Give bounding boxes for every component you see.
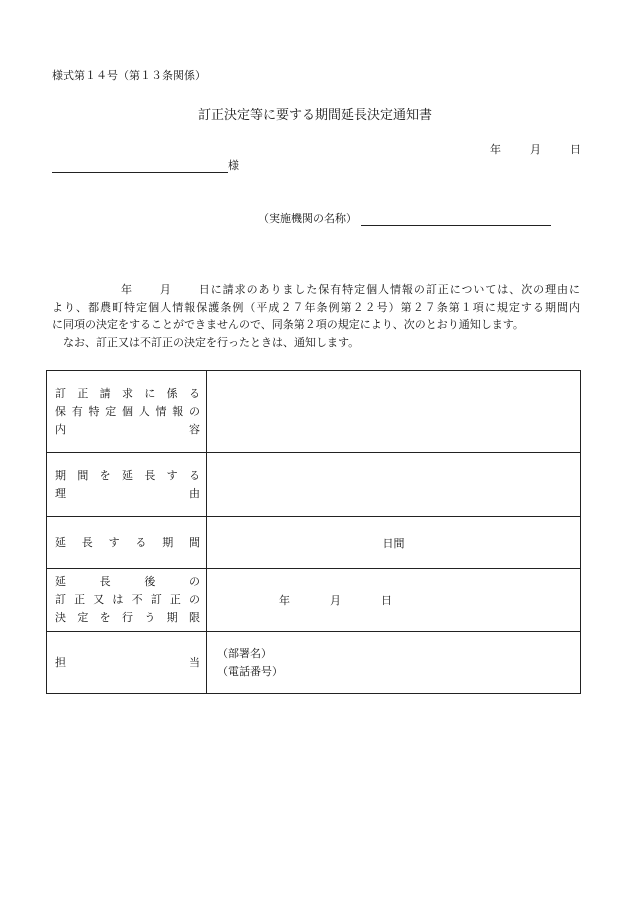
content-cell [207,371,581,453]
label-cell: 訂正請求に係る 保有特定個人情報の 内容 [47,371,207,453]
form-number: 様式第１４号（第１３条関係） [52,69,206,82]
body-line-3: に同項の決定をすることができませんので、同条第２項の規定により、次のとおり通知します。 [52,318,524,331]
table-row [47,569,581,632]
body-line-4: なお、訂正又は不訂正の決定を行ったときは、通知します。 [63,335,360,349]
contact-cell: （部署名） （電話番号） [207,632,581,694]
addressee-blank-line [52,158,228,173]
date-year: 年 [490,143,501,156]
label-cell: 延長後の 訂正又は不訂正の 決定を行う期限 [47,569,207,632]
table-row [47,517,581,569]
table-row [47,371,581,453]
body-line-1 [52,281,580,299]
body-text [52,281,580,351]
agency-blank-line [361,211,551,226]
body-line-1-text: 日に請求のありました保有特定個人情報の訂正については、次の理由に [197,283,581,296]
body-month: 月 [158,283,172,296]
notice-table [46,370,581,694]
body-year: 年 [120,283,133,296]
agency-name [258,210,551,226]
table-row [47,632,581,694]
body-line-2: より、都農町特定個人情報保護条例（平成２７年条例第２２号）第２７条第１項に規定する期間内 [52,300,580,314]
agency-label: （実施機関の名称） [258,212,357,225]
deadline-cell: 年 月 日 [207,569,581,632]
reason-cell [207,453,581,517]
table-row [47,453,581,517]
date-line [490,141,581,157]
date-day: 日 [570,143,581,156]
document-title: 訂正決定等に要する期間延長決定通知書 [197,108,432,123]
period-cell: 日間 [207,517,581,569]
date-month: 月 [530,143,541,156]
label-cell: 延長する期間 [47,517,207,569]
addressee-suffix: 様 [228,159,239,172]
addressee [52,157,239,173]
label-cell: 担当 [47,632,207,694]
label-cell: 期間を延長する 理由 [47,453,207,517]
